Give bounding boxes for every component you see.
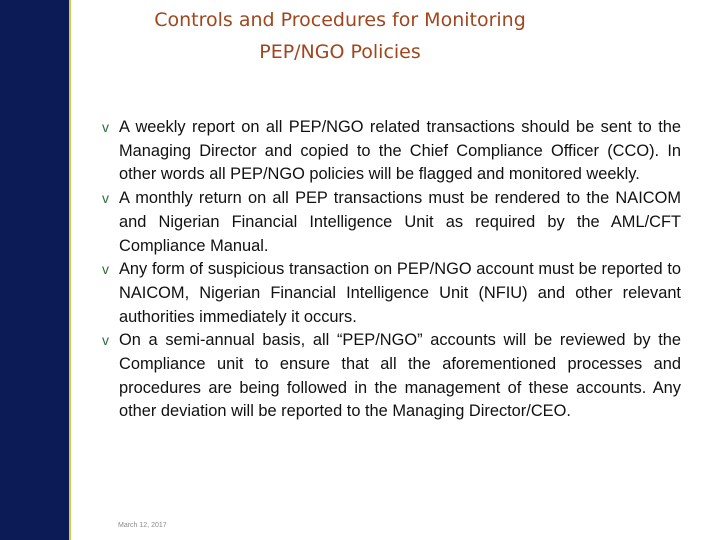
checkmark-arrow-icon: v — [102, 261, 109, 278]
left-sidebar-band — [0, 0, 71, 540]
checkmark-arrow-icon: v — [102, 332, 109, 349]
slide-title-line-1: Controls and Procedures for Monitoring — [154, 9, 526, 31]
bullet-list — [104, 116, 681, 424]
bullet-item-suspicious-transaction — [104, 258, 681, 329]
slide-title-line-2: PEP/NGO Policies — [259, 41, 421, 63]
bullet-text: A monthly return on all PEP transactions must be rendered to the NAICOM and Nigerian Financial Intelligence Unit as required by the AML/CFT Compliance Manual. — [119, 189, 681, 255]
bullet-text: On a semi-annual basis, all “PEP/NGO” accounts will be reviewed by the Compliance unit to ensure that all the aforementioned processes and procedures are being followed in the management of these accounts. Any other deviation will be reported to the Managing Director/CEO. — [119, 331, 681, 421]
bullet-text: A weekly report on all PEP/NGO related transactions should be sent to the Managing Director and copied to the Chief Compliance Officer (CCO). In other words all PEP/NGO policies will be flagged and monitored weekly. — [119, 118, 681, 184]
bullet-text: Any form of suspicious transaction on PEP/NGO account must be reported to NAICOM, Nigerian Financial Intelligence Unit (NFIU) and other relevant authorities immediately it occurs. — [119, 260, 681, 326]
checkmark-arrow-icon: v — [102, 190, 109, 207]
slide-title — [90, 4, 590, 68]
bullet-item-weekly-report — [104, 116, 681, 187]
bullet-item-monthly-return — [104, 187, 681, 258]
bullet-item-semi-annual-review — [104, 329, 681, 424]
checkmark-arrow-icon: v — [102, 119, 109, 135]
footer-date: March 12, 2017 — [118, 522, 167, 529]
